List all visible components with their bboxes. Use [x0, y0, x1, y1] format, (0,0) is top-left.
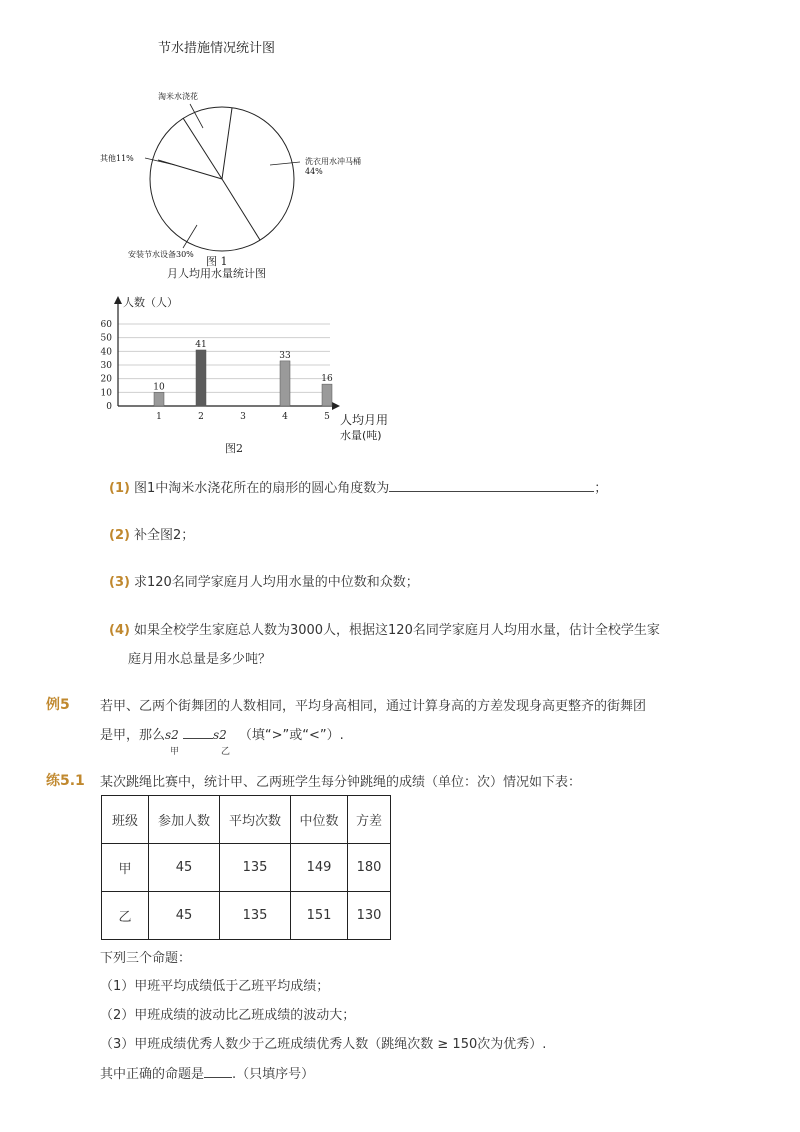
figure1-title: 节水措施情况统计图 — [158, 41, 276, 56]
bar — [196, 350, 206, 406]
x-tick-label: 2 — [198, 412, 204, 422]
y-tick-label: 30 — [100, 361, 112, 371]
pie-leader-1 — [190, 104, 203, 128]
pie-divider-2 — [222, 108, 232, 179]
x-tick-label: 4 — [282, 412, 288, 422]
practice-label: 练5.1 — [46, 773, 85, 789]
table-cell: 甲 — [102, 844, 149, 892]
answer-blank-ex5[interactable] — [183, 726, 213, 739]
pie-label-other: 其他11% — [100, 154, 134, 163]
table-cell: 151 — [291, 892, 348, 940]
pie-label-xiyi: 洗衣用水冲马桶 — [305, 157, 361, 166]
header-median: 中位数 — [291, 796, 348, 844]
x-tick-label: 1 — [156, 412, 162, 422]
question-4-cont: 庭月用水总量是多少吨？ — [128, 652, 272, 667]
table-cell: 乙 — [102, 892, 149, 940]
table-cell: 135 — [220, 892, 291, 940]
bar-value-label: 10 — [153, 382, 165, 393]
prop-2: （2）甲班成绩的波动比乙班成绩的波动大； — [100, 1008, 356, 1023]
bar-value-label: 33 — [279, 350, 291, 361]
table-cell: 180 — [348, 844, 391, 892]
y-tick-label: 40 — [100, 347, 112, 358]
x-axis-arrow — [332, 402, 340, 410]
bar — [154, 392, 164, 406]
y-axis-label: 人数（人） — [123, 296, 178, 309]
table-row — [102, 892, 391, 940]
example5-label: 例5 — [46, 697, 70, 713]
y-tick-label: 10 — [100, 388, 112, 399]
question-4: (4) 如果全校学生家庭总人数为3000人，根据这120名同学家庭月人均用水量，估计全校学生家 — [109, 623, 660, 638]
header-class: 班级 — [102, 796, 149, 844]
answer-blank-1[interactable] — [389, 479, 594, 492]
x-tick-label: 3 — [240, 412, 246, 422]
pie-label-device: 安装节水设备30% — [128, 250, 194, 259]
y-tick-label: 50 — [100, 333, 112, 344]
sub-jia: 甲 — [170, 747, 180, 757]
header-avg: 平均次数 — [220, 796, 291, 844]
y-axis-arrow — [114, 296, 122, 304]
prop-3: （3）甲班成绩优秀人数少于乙班成绩优秀人数（跳绳次数 ≥ 150次为优秀）. — [100, 1037, 547, 1052]
pie-divider-4 — [222, 179, 260, 240]
y-tick-label: 0 — [106, 402, 112, 412]
y-tick-label: 20 — [100, 374, 112, 385]
pie-chart — [0, 0, 800, 300]
pie-label-taomi: 淘米水浇花 — [158, 92, 198, 101]
bar-value-label: 16 — [321, 374, 333, 385]
answer-blank-practice[interactable] — [204, 1065, 232, 1078]
score-table — [101, 795, 391, 940]
bar-value-label: 41 — [195, 339, 207, 350]
bar — [280, 361, 290, 406]
x-axis-label-2: 水量(吨) — [340, 429, 382, 442]
practice-intro: 某次跳绳比赛中，统计甲、乙两班学生每分钟跳绳的成绩（单位：次）情况如下表： — [100, 775, 582, 790]
table-cell: 130 — [348, 892, 391, 940]
question-1: (1) 图1中淘米水浇花所在的扇形的圆心角度数为 ； — [109, 481, 608, 496]
pie-leader-4 — [183, 225, 197, 248]
header-variance: 方差 — [348, 796, 391, 844]
example5-line1: 若甲、乙两个街舞团的人数相同，平均身高相同，通过计算身高的方差发现身高更整齐的街舞团 — [100, 699, 647, 714]
x-tick-label: 5 — [324, 412, 330, 422]
x-axis-label-1: 人均月用 — [340, 413, 389, 427]
pie-pct-xiyi: 44% — [305, 167, 323, 176]
table-cell: 135 — [220, 844, 291, 892]
example5-line2: 是甲，那么s2 s2 （填“>”或“<”）. — [100, 728, 344, 743]
table-cell: 45 — [149, 844, 220, 892]
table-cell: 149 — [291, 844, 348, 892]
props-intro: 下列三个命题： — [100, 951, 192, 966]
figure2-title: 月人均用水量统计图 — [167, 267, 266, 280]
prop-1: （1）甲班平均成绩低于乙班平均成绩； — [100, 979, 330, 994]
header-count: 参加人数 — [149, 796, 220, 844]
pie-divider-3 — [158, 160, 222, 179]
table-row — [102, 844, 391, 892]
pie-leader-3 — [145, 158, 175, 165]
question-3: (3) 求120名同学家庭月人均用水量的中位数和众数； — [109, 575, 419, 590]
question-2: (2) 补全图2； — [109, 528, 195, 543]
figure2-caption: 图2 — [225, 442, 243, 455]
bar — [322, 384, 332, 406]
figure1-caption: 图 1 — [206, 255, 228, 268]
table-header-row — [102, 796, 391, 844]
sub-yi: 乙 — [221, 747, 231, 757]
answer-line: 其中正确的命题是 .（只填序号） — [100, 1067, 315, 1082]
table-cell: 45 — [149, 892, 220, 940]
y-tick-label: 60 — [100, 320, 112, 330]
pie-leader-2 — [270, 162, 300, 165]
